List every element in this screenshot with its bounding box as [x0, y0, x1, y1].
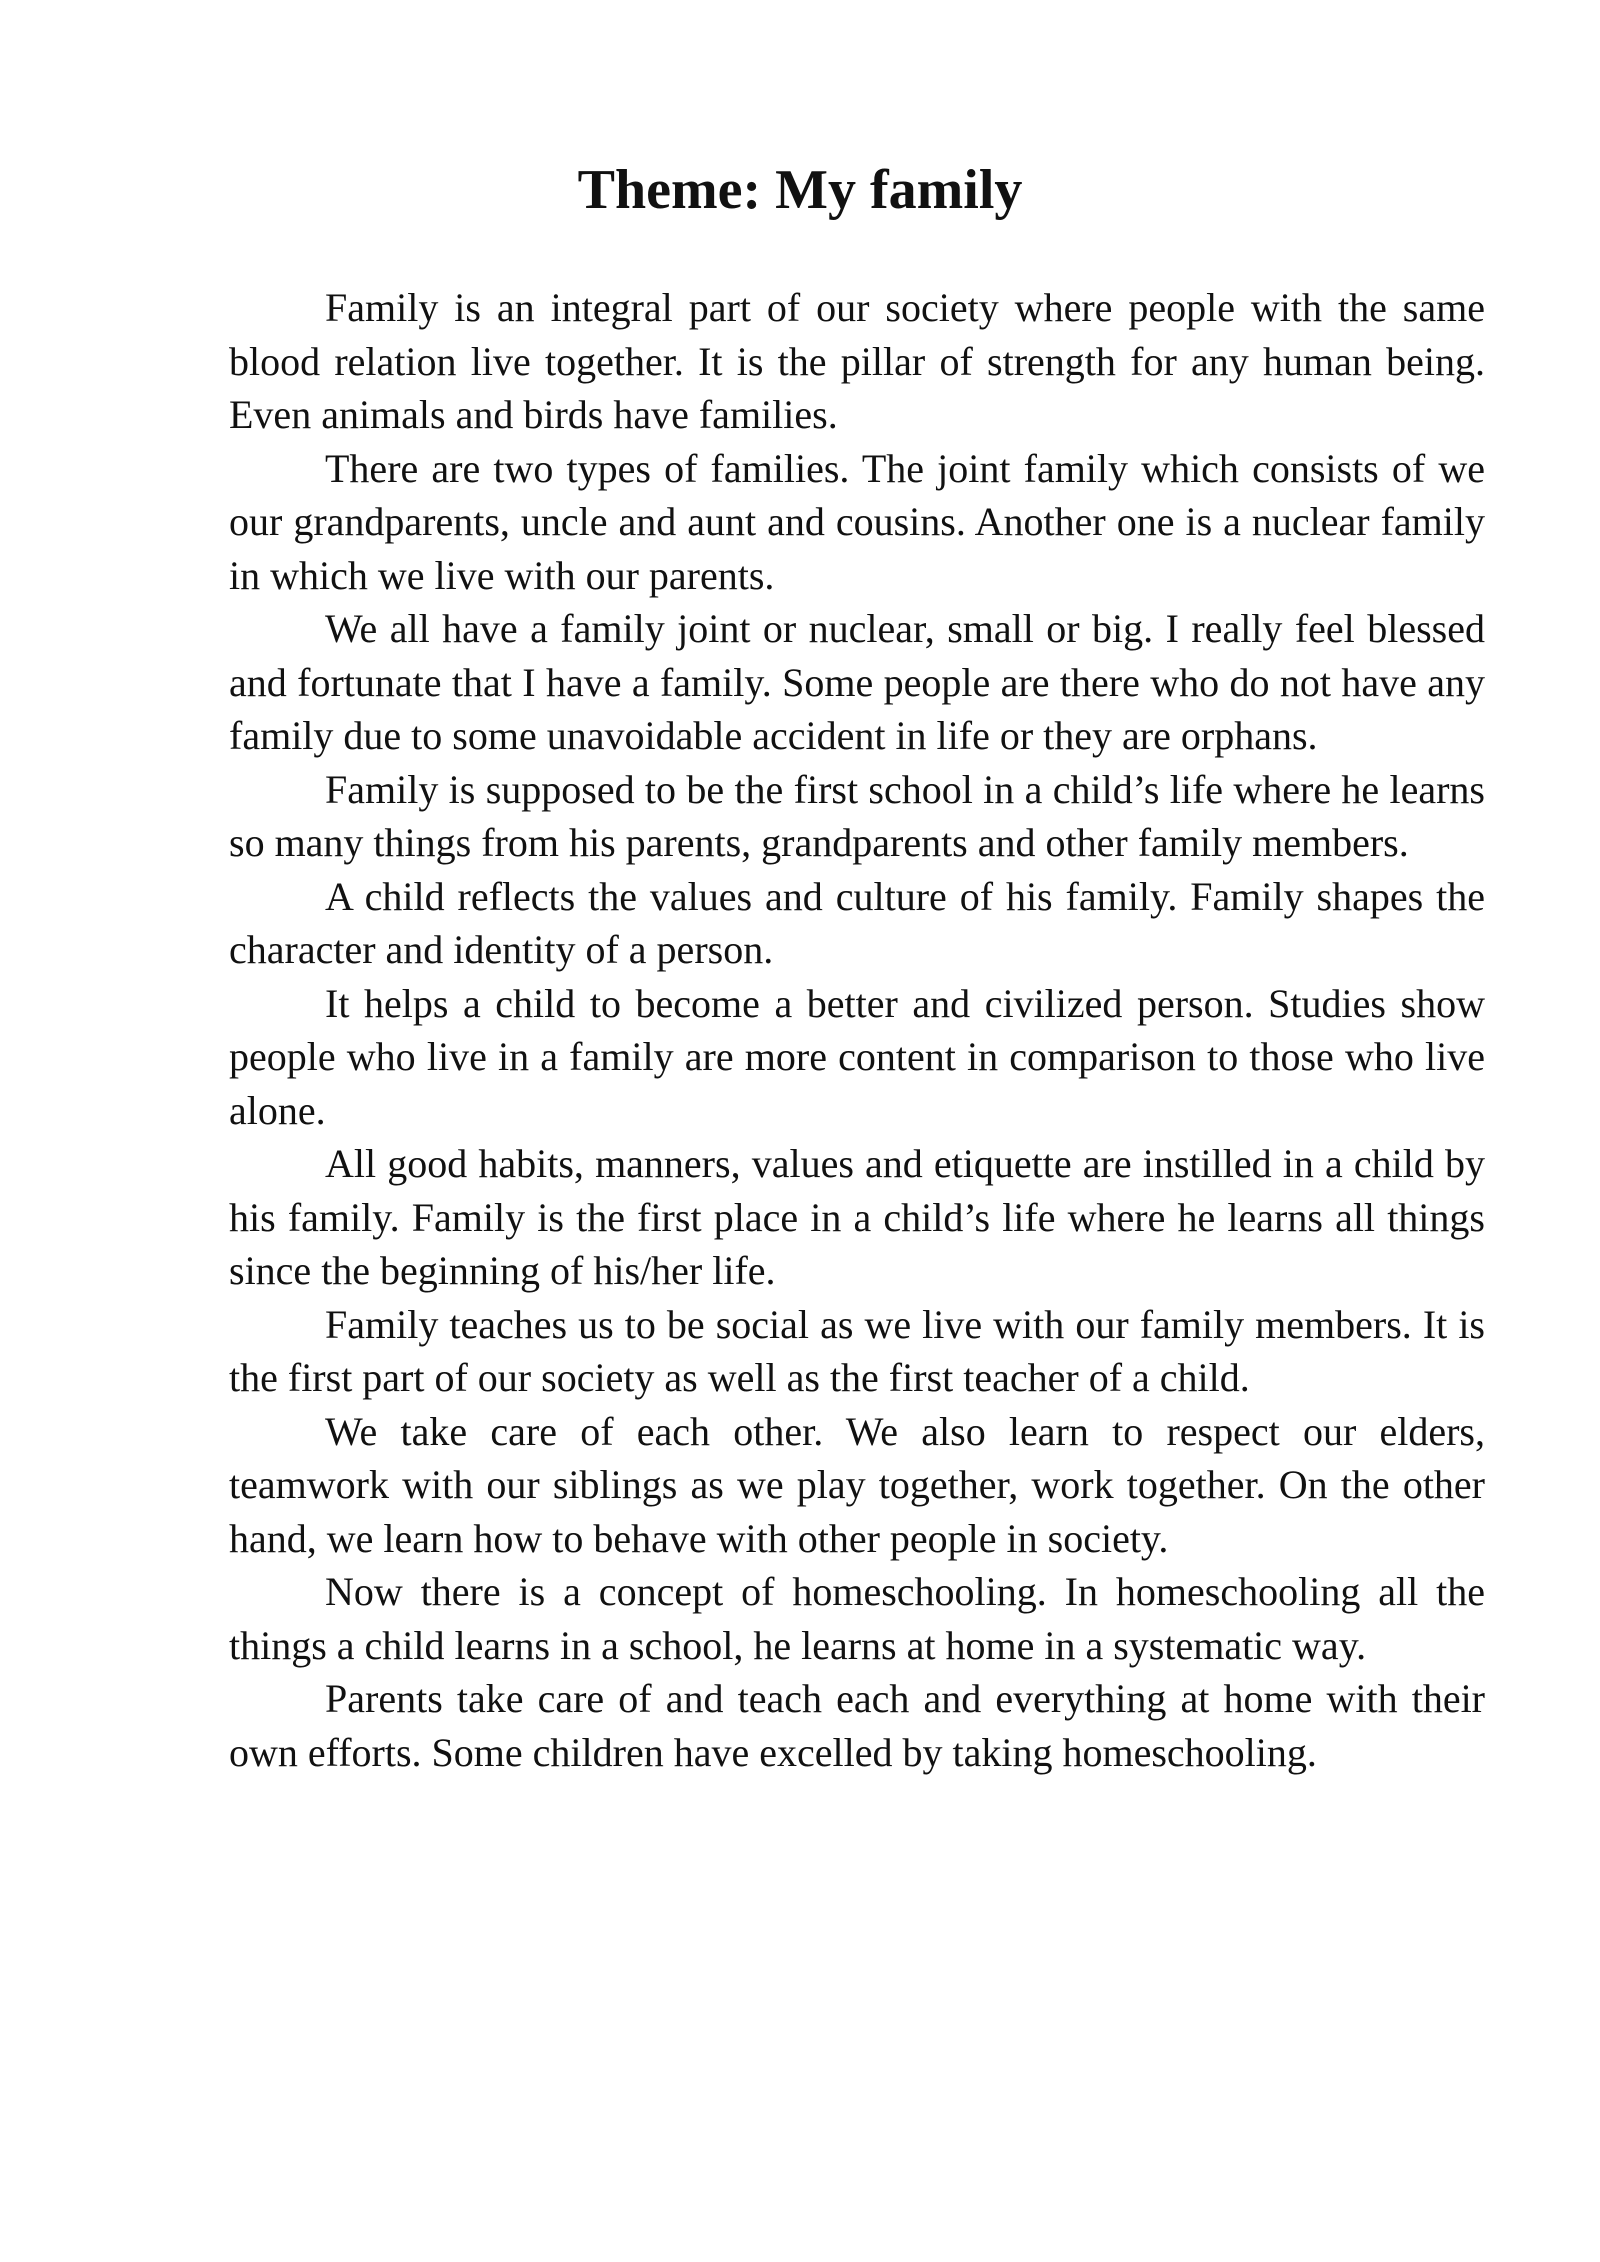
paragraph-1: Family is an integral part of our society where people with the same blood relation live together. It is the pillar of strength for any human being. Even animals and birds have families.	[229, 285, 1485, 437]
paragraph-5: A child reflects the values and culture of his family. Family shapes the character and identity of a person.	[229, 873, 1485, 972]
paragraph-4: Family is supposed to be the first school in a child’s life where he learns so many things from his parents, grandparents and other family members.	[229, 766, 1485, 865]
paragraph-6: It helps a child to become a better and civilized person. Studies show people who live in a family are more content in comparison to those who live alone.	[229, 980, 1485, 1133]
paragraph-3: We all have a family joint or nuclear, small or big. I really feel blessed and fortunate that I have a family. Some people are there who do not have any family due to some unavoidable accident in life or they are orphans.	[229, 606, 1485, 758]
paragraph-10: Now there is a concept of homeschooling. In homeschooling all the things a child learns in a school, he learns at home in a systematic way.	[229, 1569, 1485, 1668]
document-body	[229, 281, 1485, 1779]
paragraph-8: Family teaches us to be social as we live with our family members. It is the first part of our society as well as the first teacher of a child.	[229, 1301, 1485, 1400]
document-title: Theme: My family	[577, 159, 1023, 221]
paragraph-7: All good habits, manners, values and etiquette are instilled in a child by his family. Family is the first place in a child’s life where he learns all things since the beginning of his/her life.	[229, 1141, 1485, 1293]
paragraph-11: Parents take care of and teach each and everything at home with their own efforts. Some children have excelled by taking homeschooling.	[229, 1676, 1485, 1775]
paragraph-9: We take care of each other. We also learn to respect our elders, teamwork with our siblings as we play together, work together. On the other hand, we learn how to behave with other people in society.	[229, 1408, 1485, 1561]
paragraph-2: There are two types of families. The joint family which consists of we our grandparents, uncle and aunt and cousins. Another one is a nuclear family in which we live with our parents.	[229, 445, 1485, 598]
